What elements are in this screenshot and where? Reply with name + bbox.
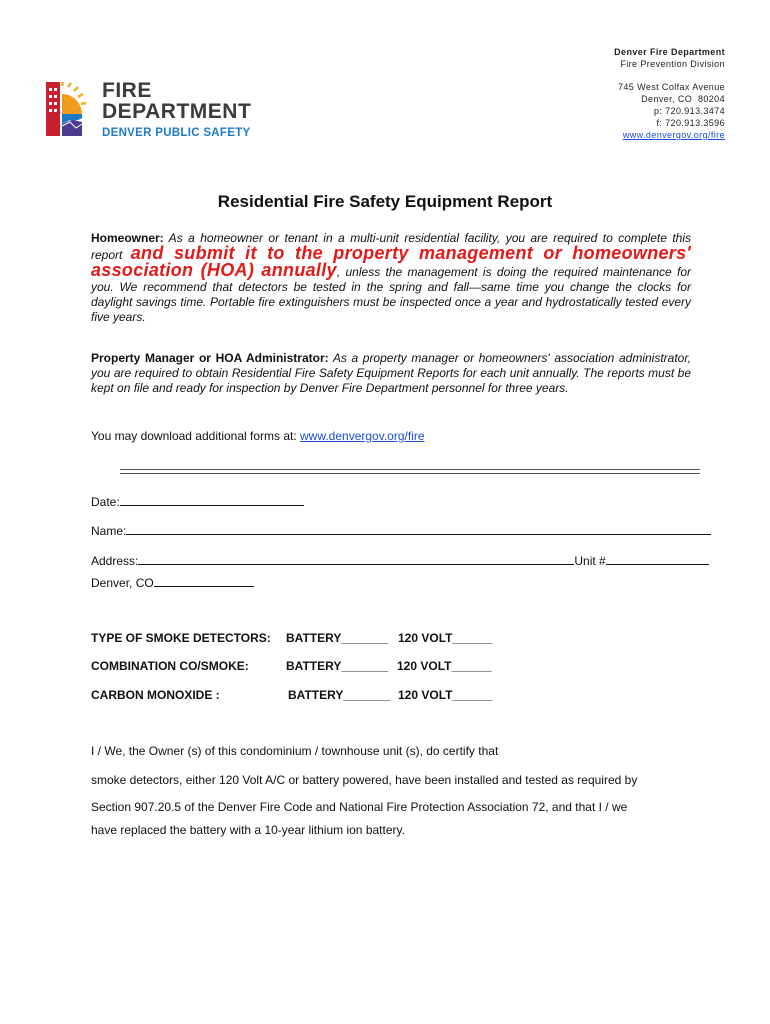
logo-line-fire: FIRE [102,79,152,102]
carbon-monoxide-120-volt[interactable]: 120 VOLT______ [398,688,493,702]
certification-line-4: have replaced the battery with a 10-year lithium ion battery. [91,823,405,837]
smoke-detector-battery[interactable]: BATTERY_______ [286,631,389,645]
certification-line-1: I / We, the Owner (s) of this condominium / townhouse unit (s), do certify that [91,744,499,758]
date-input-line[interactable] [120,493,304,506]
department-name: Denver Fire Department [614,47,725,57]
unit-input-line[interactable] [606,552,709,565]
date-field-row [91,493,304,509]
date-label: Date: [91,495,120,509]
combination-co-smoke-label: COMBINATION CO/SMOKE: [91,659,249,673]
logo-wordmark [102,80,251,141]
combination-co-smoke-battery[interactable]: BATTERY_______ [286,659,389,673]
homeowner-lead: Homeowner: [91,231,164,245]
name-label: Name: [91,524,127,538]
zip-input-line[interactable] [154,574,254,587]
department-address-block [614,46,725,141]
certification-line-2: smoke detectors, either 120 Volt A/C or battery powered, have been installed and tested as required by [91,773,638,787]
division-name: Fire Prevention Division [620,59,725,69]
denver-public-safety-emblem-icon [46,82,98,140]
city-field-row [91,574,254,590]
smoke-detector-label: TYPE OF SMOKE DETECTORS: [91,631,271,645]
unit-label: Unit # [574,554,606,568]
name-field-row [91,522,711,538]
address-label: Address: [91,554,139,568]
manager-lead: Property Manager or HOA Administrator: [91,351,329,365]
street-address: 745 West Colfax Avenue [617,82,725,92]
city-address: Denver, CO 80204 [641,94,725,104]
carbon-monoxide-battery[interactable]: BATTERY_______ [288,688,391,702]
download-link[interactable]: www.denvergov.org/fire [300,429,425,443]
fire-department-logo [46,80,266,140]
homeowner-text-2: , unless the management is doing the required maintenance for you. We recommend that detectors be tested in the spring and fall—same time you change the clocks for daylight savings time. Portable fire extinguishers must be inspected once a year and hydrostatically tested every five years. [91,265,691,324]
address-input-line[interactable] [138,552,574,565]
fax-number: f: 720.913.3596 [656,118,725,128]
homeowner-text-1: As a homeowner or tenant in a multi-unit residential facility, you are required to complete this report [91,231,691,262]
name-input-line[interactable] [126,522,711,535]
download-line [91,429,691,444]
document-title: Residential Fire Safety Equipment Report [217,192,553,211]
certification-line-3: Section 907.20.5 of the Denver Fire Code and National Fire Protection Association 72, and that I / we [91,800,628,814]
homeowner-emphasis: and submit it to the property management or homeowners' association (HOA) annually [91,243,691,280]
carbon-monoxide-label: CARBON MONOXIDE : [91,688,220,702]
section-divider [120,469,700,474]
logo-line-department: DEPARTMENT [102,100,252,123]
phone-number: p: 720.913.3474 [653,106,725,116]
manager-paragraph [91,351,691,396]
manager-text: As a property manager or homeowners' association administrator, you are required to obtain Residential Fire Safety Equipment Reports for each unit annually. The reports must be kept on file and ready for inspection by Denver Fire Department personnel for three years. [91,351,692,395]
address-field-row [91,552,709,568]
smoke-detector-120-volt[interactable]: 120 VOLT______ [398,631,493,645]
combination-co-smoke-120-volt[interactable]: 120 VOLT______ [397,659,492,673]
homeowner-paragraph [91,231,691,325]
header-website-link[interactable]: www.denvergov.org/fire [622,130,725,140]
download-text: You may download additional forms at: [91,429,301,443]
city-label: Denver, CO [91,576,154,590]
logo-line-public-safety: DENVER PUBLIC SAFETY [102,127,251,139]
